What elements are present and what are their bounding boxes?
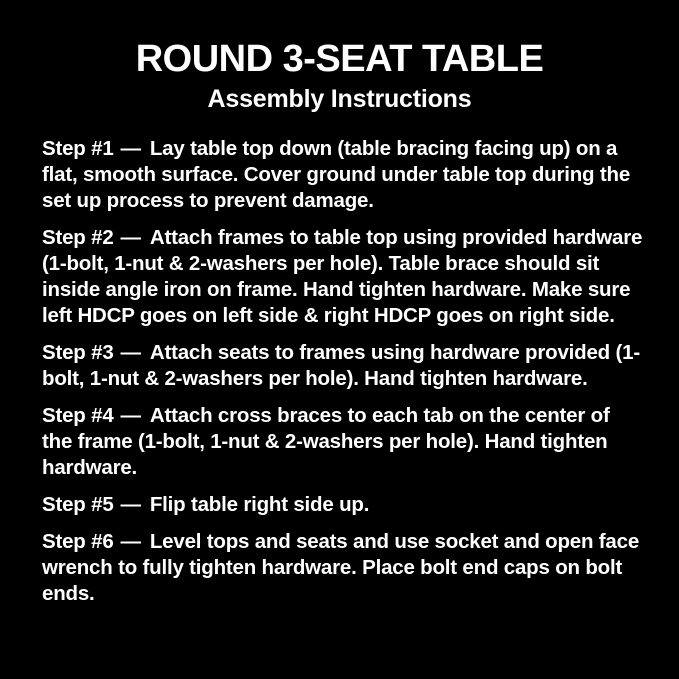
step-item — [42, 340, 643, 392]
step-text: Attach seats to frames using hardware provided (1-bolt, 1-nut & 2-washers per hole). Hand tighten hardware. — [42, 341, 640, 390]
step-item — [42, 529, 643, 607]
step-item — [42, 492, 643, 518]
step-label: Step #3 — [42, 341, 114, 364]
step-item — [42, 225, 643, 329]
step-separator: — — [120, 341, 141, 364]
page-subtitle: Assembly Instructions — [207, 85, 472, 113]
step-label: Step #1 — [42, 137, 114, 160]
step-label: Step #2 — [42, 226, 114, 249]
step-label: Step #5 — [42, 493, 114, 516]
step-separator: — — [120, 530, 141, 553]
step-item — [42, 136, 643, 214]
step-label: Step #4 — [42, 404, 114, 427]
step-text: Lay table top down (table bracing facing up) on a flat, smooth surface. Cover ground under table top during the set up process to prevent damage. — [42, 137, 631, 212]
step-label: Step #6 — [42, 530, 114, 553]
step-separator: — — [120, 226, 141, 249]
step-separator: — — [120, 404, 141, 427]
step-text: Level tops and seats and use socket and open face wrench to fully tighten hardware. Place bolt end caps on bolt ends. — [42, 530, 640, 605]
step-separator: — — [120, 493, 141, 516]
page-title: ROUND 3-SEAT TABLE — [135, 38, 544, 80]
step-text: Flip table right side up. — [149, 493, 370, 516]
step-item — [42, 403, 643, 481]
steps-list — [42, 136, 643, 607]
step-separator: — — [120, 137, 141, 160]
step-text: Attach cross braces to each tab on the center of the frame (1-bolt, 1-nut & 2-washers per hole). Hand tighten hardware. — [42, 404, 610, 479]
step-text: Attach frames to table top using provided hardware (1-bolt, 1-nut & 2-washers per hole). Table brace should sit inside angle iron on frame. Hand tighten hardware. Make sure left HDCP goes on left side & right HDCP goes on right side. — [42, 226, 643, 327]
